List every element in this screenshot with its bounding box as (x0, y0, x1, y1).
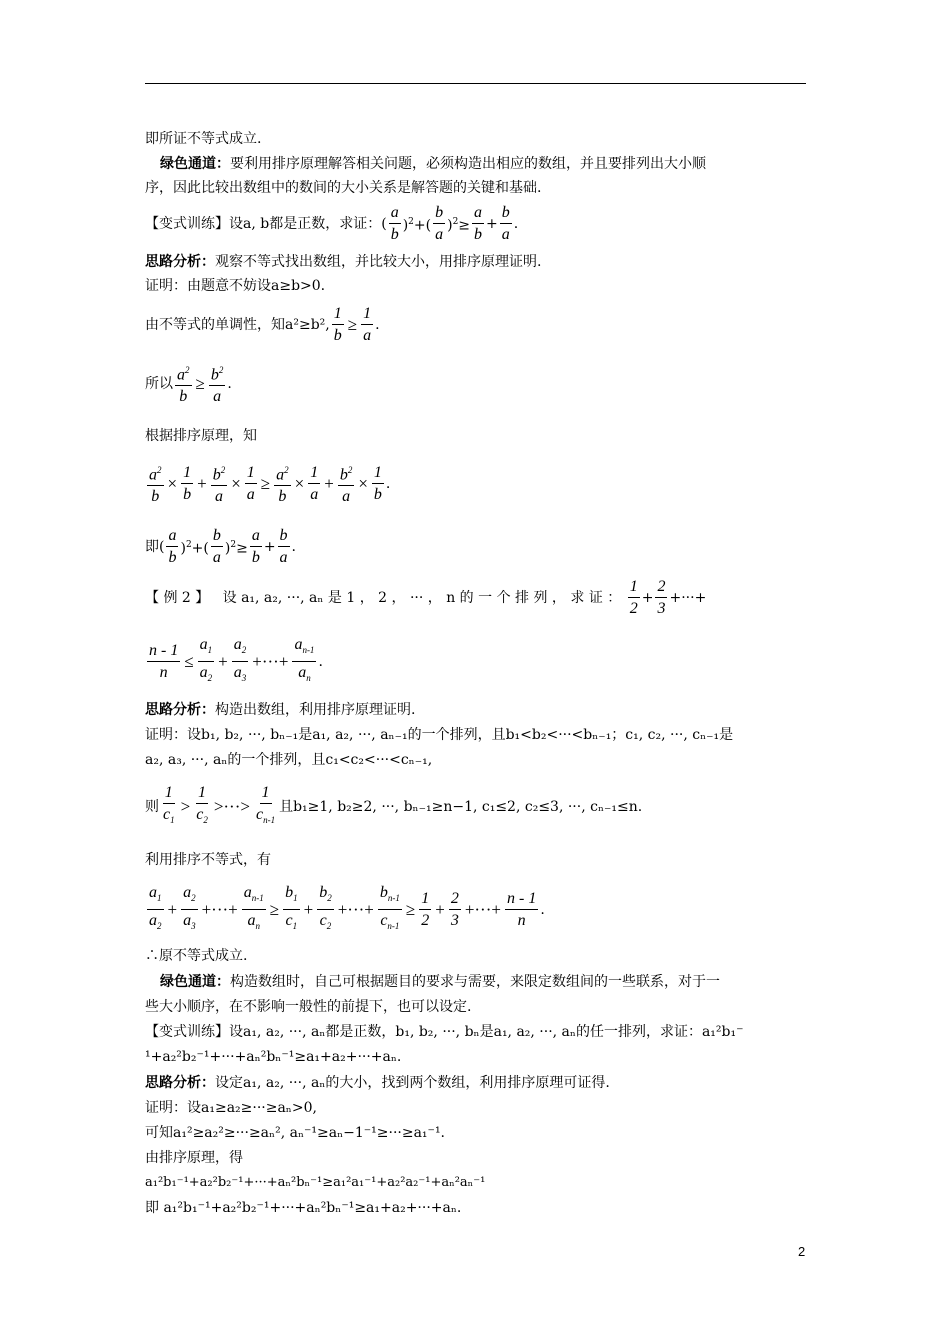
then-line: 则 1 $c_1$ > 1 $c_2$ >···> 1 $c_{n-1}$ 且b₁≥1, b₂≥2, ···, bₙ₋₁≥n−1, c₁≤2, c₂≤3, ···, cₙ₋₁≤n. (145, 784, 643, 826)
ineq-line: a₁²b₁⁻¹+a₂²b₂⁻¹+···+aₙ²bₙ⁻¹≥a₁²a₁⁻¹+a₂²a₂⁻¹+aₙ²aₙ⁻¹ (145, 1175, 486, 1190)
text-line: 利用排序不等式，有 (145, 852, 271, 868)
monotonic-line: 由不等式的单调性，知a²≥b², $\frac{1}{b}$ ≥ $\frac{1}{a}$ . (145, 305, 380, 344)
example-2: 【 例 2 】 设 a₁, a₂, ···, aₙ 是 1 ， 2 ， ··· ， n 的 一 个 排 列 ， 求 证 ： 1 2 + $\frac{2}{3}$ +···+ (145, 578, 707, 617)
analysis-1: 思路分析：观察不等式找出数组，并比较大小，用排序原理证明. (145, 254, 542, 270)
ineq-line: 即 a₁²b₁⁻¹+a₂²b₂⁻¹+···+aₙ²bₙ⁻¹≥a₁+a₂+···+aₙ. (145, 1200, 462, 1216)
page-number: 2 (798, 1244, 806, 1259)
green-channel-2: 绿色通道：构造数组时，自己可根据题目的要求与需要，来限定数组间的一些联系，对于一 (160, 974, 720, 990)
rearrangement-ineq: $\frac{a^2}{b}$ × $\frac{1}{b}$ + $\frac{b^2}{a}$ × $\frac{1}{a}$ ≥ $\frac{a^2}{b}$ × $\frac{1}{a}$ + $\frac{b^2}{a}$ × $\frac{1}{b}$ . (145, 460, 390, 507)
thus-line: 即 ( a b )$^2$+( b a )$^2$≥ $\frac{a}{b}$ + $\frac{b}{a}$ . (145, 527, 296, 566)
proof-2a: 证明：设b₁, b₂, ···, bₙ₋₁是a₁, a₂, ···, aₙ₋₁的一个排列，且b₁<b₂<···<bₙ₋₁；c₁, c₂, ···, cₙ₋₁是 (145, 727, 734, 743)
green-channel-1: 绿色通道：要利用排序原理解答相关问题，必须构造出相应的数组，并且要排列出大小顺 (160, 156, 706, 172)
header-rule (145, 83, 806, 84)
analysis-2: 思路分析：构造出数组，利用排序原理证明. (145, 702, 416, 718)
proof-1: 证明：由题意不妨设a≥b>0. (145, 278, 326, 294)
text-line: 即所证不等式成立. (145, 131, 262, 147)
variant-training-1: 【变式训练】 设a, b都是正数，求证： ( a b )$^2$+( b a )$^2$≥ $\frac{a}{b}$ + $\frac{b}{a}$ . (145, 204, 519, 243)
analysis-3: 思路分析：设定a₁, a₂, ···, aₙ的大小，找到两个数组，利用排序原理可证得. (145, 1075, 610, 1091)
example-2-ineq: $\frac{n - 1}{n}$ ≤ $\frac{a_1}{a_2}$ + $\frac{a_2}{a_3}$ +···+ $\frac{a_{n-1}}{a_n}$ . (149, 636, 323, 684)
text-line: 序，因此比较出数组中的数间的大小关系是解答题的关键和基础. (145, 180, 542, 196)
text-line: ¹+a₂²b₂⁻¹+···+aₙ²bₙ⁻¹≥a₁+a₂+···+aₙ. (145, 1049, 402, 1065)
sorting-ineq: $a_1$ $a_2$ + $\frac{a_2}{a_3}$ +···+ $\frac{a_{n-1}}{a_n}$ ≥ $\frac{b_1}{c_1}$ + $\frac{b_2}{c_2}$ +···+ $\frac{b_{n-1}}{c_{n-1}}$ ≥ $\frac{1}{2}$ + $\frac{2}{3}$ +···+ $\frac{n - 1}{n}$ . (149, 884, 545, 932)
proof-2b: a₂, a₃, ···, aₙ的一个排列，且c₁<c₂<···<cₙ₋₁, (145, 752, 433, 768)
text-line: 些大小顺序，在不影响一般性的前提下，也可以设定. (145, 999, 472, 1015)
text-line: 可知a₁²≥a₂²≥···≥aₙ², aₙ⁻¹≥aₙ−1⁻¹≥···≥a₁⁻¹. (145, 1125, 446, 1141)
therefore-line: 所以 $\frac{a^2}{b}$ ≥ $\frac{b^2}{a}$ . (145, 360, 232, 407)
proof-3: 证明：设a₁≥a₂≥···≥aₙ>0, (145, 1100, 317, 1116)
text-line: 由排序原理，得 (145, 1150, 243, 1166)
variant-training-2: 【变式训练】设a₁, a₂, ···, aₙ都是正数，b₁, b₂, ···, bₙ是a₁, a₂, ···, aₙ的任一排列，求证：a₁²b₁⁻ (145, 1024, 744, 1040)
conclusion: ∴原不等式成立. (145, 948, 248, 964)
text-line: 根据排序原理，知 (145, 428, 257, 444)
